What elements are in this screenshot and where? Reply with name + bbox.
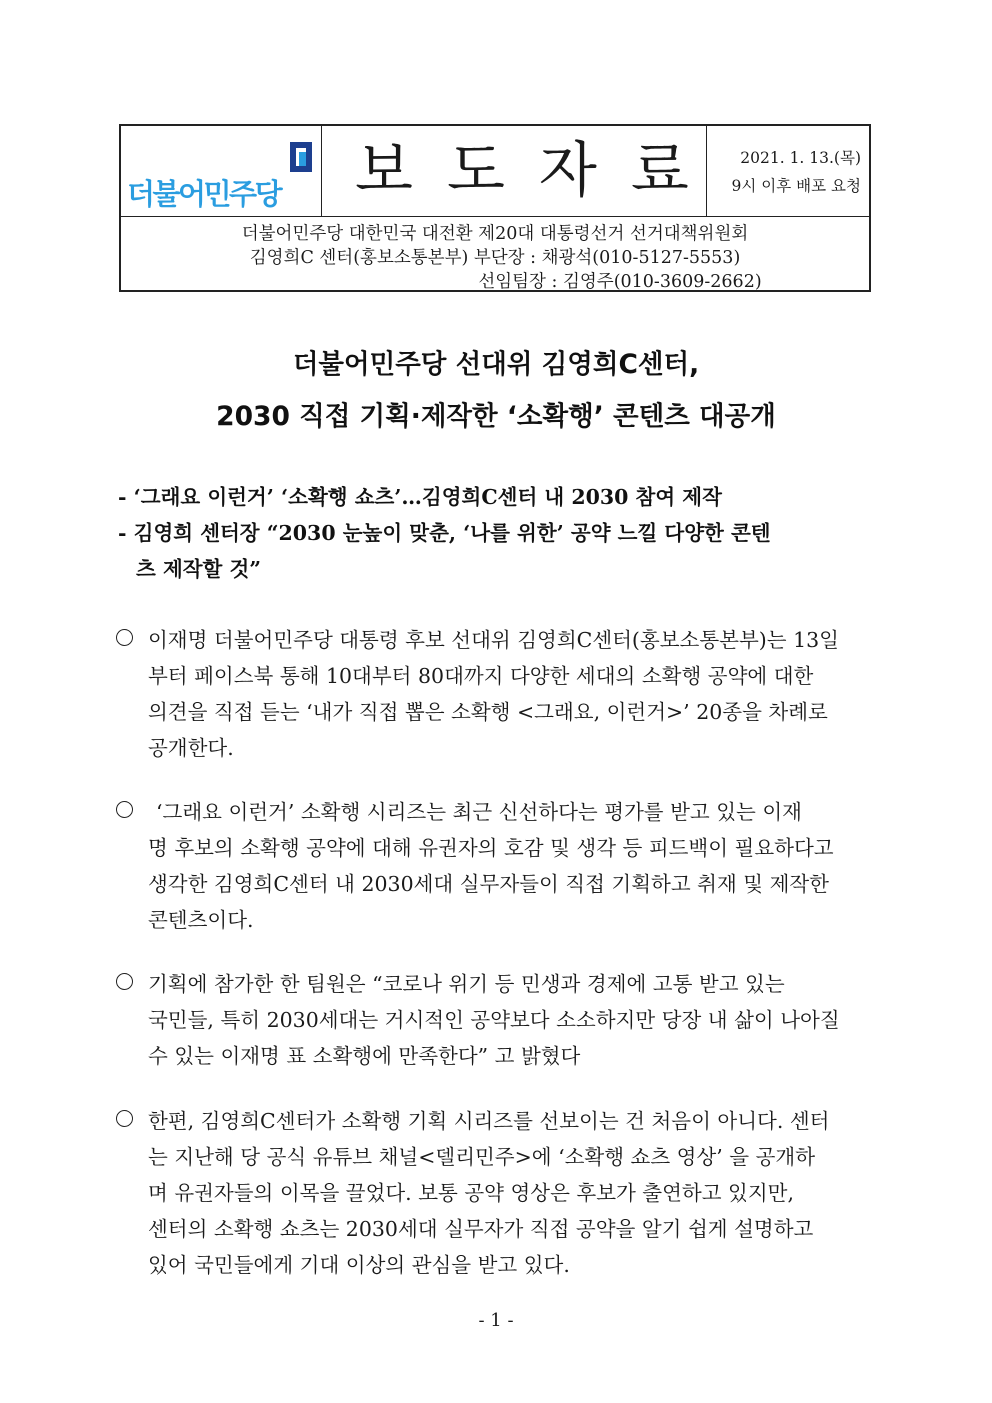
paragraph-line: 며 유권자들의 이목을 끌었다. 보통 공약 영상은 후보가 출연하고 있지만, [148, 1181, 794, 1205]
contact-team-lead: 선임팀장 : 김영주(010-3609-2662) [478, 272, 762, 292]
subhead-3: 츠 제작할 것” [136, 557, 262, 581]
circle-bullet-icon [116, 629, 133, 646]
circle-bullet-icon [116, 801, 133, 818]
paragraph-line: 명 후보의 소확행 공약에 대해 유권자의 호감 및 생각 등 피드백이 필요하다고 [148, 836, 834, 860]
party-logo-text: 더불어민주당 [127, 177, 281, 211]
party-logo [121, 126, 322, 216]
party-flag-icon [287, 140, 315, 174]
paragraph-line: 공개한다. [148, 736, 234, 760]
paragraph-line: 기획에 참가한 한 팀원은 “코로나 위기 등 민생과 경제에 고통 받고 있는 [148, 972, 785, 996]
embargo-note: 9시 이후 배포 요청 [731, 177, 861, 195]
paragraph-line: 의견을 직접 듣는 ‘내가 직접 뽑은 소확행 <그래요, 이런거>’ 20종을 차례로 [148, 700, 828, 724]
circle-bullet-icon [116, 1110, 133, 1127]
paragraph-line: ‘그래요 이런거’ 소확행 시리즈는 최근 신선하다는 평가를 받고 있는 이재 [156, 800, 802, 824]
paragraph-line: 국민들, 특히 2030세대는 거시적인 공약보다 소소하지만 당장 내 삶이 나아질 [148, 1008, 840, 1032]
paragraph-line: 부터 페이스북 통해 10대부터 80대까지 다양한 세대의 소확행 공약에 대한 [148, 664, 814, 688]
paragraph-line: 생각한 김영희C센터 내 2030세대 실무자들이 직접 기획하고 취재 및 제작한 [148, 872, 829, 896]
contact-info [121, 217, 869, 290]
press-release-header [119, 124, 871, 292]
paragraph-line: 수 있는 이재명 표 소확행에 만족한다” 고 밝혔다 [148, 1044, 581, 1068]
paragraph-line: 한편, 김영희C센터가 소확행 기획 시리즈를 선보이는 건 처음이 아니다. 센터 [148, 1109, 830, 1133]
paragraph-line: 이재명 더불어민주당 대통령 후보 선대위 김영희C센터(홍보소통본부)는 13일 [148, 628, 839, 652]
date-cell [706, 126, 869, 216]
headline-line-2: 2030 직접 기획·제작한 ‘소확행’ 콘텐츠 대공개 [216, 401, 776, 432]
subhead-2: - 김영희 센터장 “2030 눈높이 맞춘, ‘나를 위한’ 공약 느낄 다양한 콘텐 [118, 521, 771, 545]
header-top-row [121, 126, 869, 217]
paragraph-line: 는 지난해 당 공식 유튜브 채널<델리민주>에 ‘소확행 쇼츠 영상’ 을 공개하 [148, 1145, 816, 1169]
paragraph-line: 콘텐츠이다. [148, 908, 254, 932]
headline-line-1: 더불어민주당 선대위 김영희C센터, [292, 349, 700, 380]
circle-bullet-icon [116, 973, 133, 990]
page-number: - 1 - [478, 1310, 514, 1331]
committee-name: 더불어민주당 대한민국 대전환 제20대 대통령선거 선거대책위원회 [241, 224, 749, 244]
paragraph-line: 있어 국민들에게 기대 이상의 관심을 받고 있다. [148, 1253, 570, 1277]
title-cell [321, 126, 723, 216]
release-date: 2021. 1. 13.(목) [740, 149, 861, 167]
document-title: 보도자료 [355, 136, 723, 206]
contact-deputy: 김영희C 센터(홍보소통본부) 부단장 : 채광석(010-5127-5553) [249, 248, 741, 268]
paragraph-line: 센터의 소확행 쇼츠는 2030세대 실무자가 직접 공약을 알기 쉽게 설명하고 [148, 1217, 814, 1241]
subhead-1: - ‘그래요 이런거’ ‘소확행 쇼츠’…김영희C센터 내 2030 참여 제작 [118, 485, 722, 509]
